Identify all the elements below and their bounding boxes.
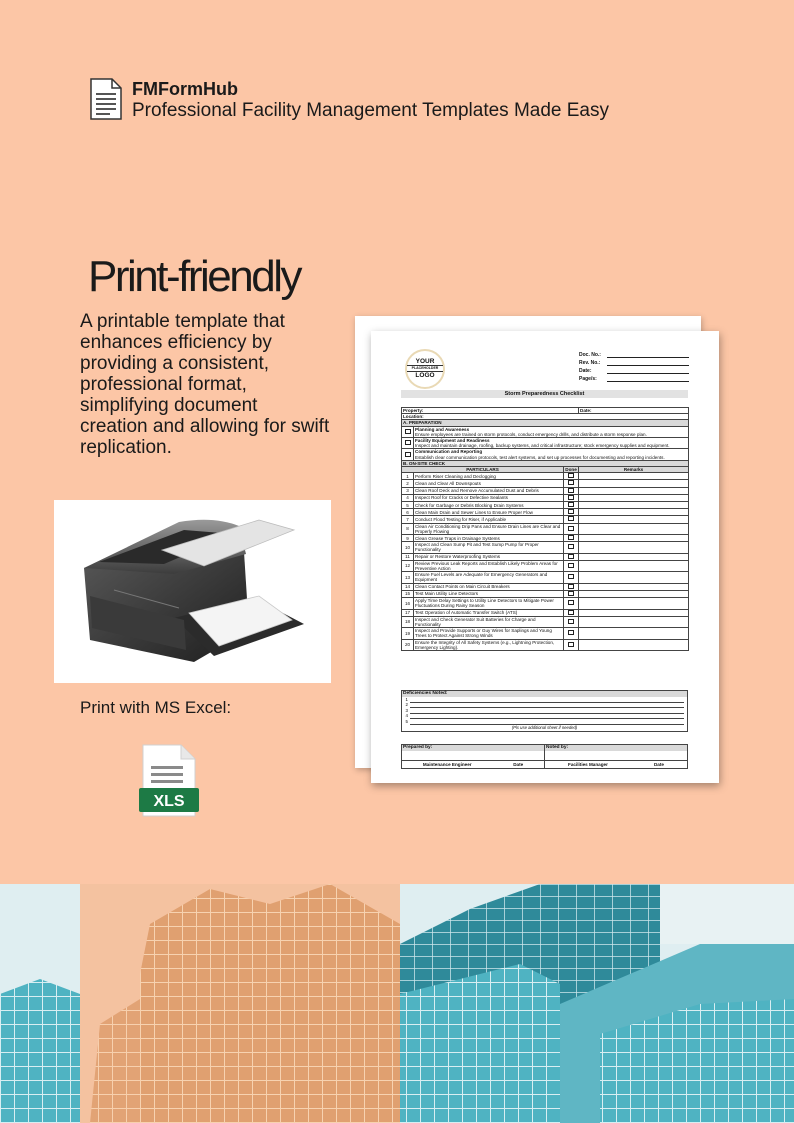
remarks-cell[interactable]: [579, 487, 689, 494]
check-row: [402, 572, 689, 583]
check-text: Clean Contact Points on Main Circuit Breakers: [414, 583, 564, 590]
check-text: Apply Time Delay Settings to Utility Line Detectors to Mitigate Power Fluctuations During Rainy Season: [414, 598, 564, 609]
check-row: [402, 535, 689, 542]
check-row: [402, 502, 689, 509]
logo-line2: PLACEHOLDER: [407, 365, 443, 372]
done-checkbox[interactable]: [568, 630, 574, 635]
deficiency-line[interactable]: [410, 702, 684, 703]
remarks-cell[interactable]: [579, 542, 689, 553]
check-text: Clean Grease Traps in Drainage Systems: [414, 535, 564, 542]
check-number: 7: [402, 516, 414, 523]
done-checkbox[interactable]: [568, 544, 574, 549]
done-checkbox[interactable]: [568, 600, 574, 605]
remarks-cell[interactable]: [579, 535, 689, 542]
done-checkbox[interactable]: [568, 480, 574, 485]
property-label: Property:: [402, 408, 579, 414]
remarks-cell[interactable]: [579, 628, 689, 639]
prep-checkbox[interactable]: [405, 440, 411, 445]
sig-right-date: Date: [653, 762, 664, 767]
remarks-cell[interactable]: [579, 609, 689, 616]
date-label: Date:: [579, 408, 689, 414]
document-meta: [579, 350, 689, 382]
prep-text: Establish clear communication protocols, test alert systems, and set up processes for documenting and reporting incidents.: [415, 454, 665, 460]
check-number: 6: [402, 509, 414, 516]
check-number: 14: [402, 583, 414, 590]
done-checkbox[interactable]: [568, 591, 574, 596]
check-text: Repair or Restore Waterproofing Systems: [414, 553, 564, 560]
done-checkbox[interactable]: [568, 619, 574, 624]
prep-row: [402, 426, 689, 437]
check-number: 12: [402, 560, 414, 571]
check-number: 8: [402, 523, 414, 534]
done-checkbox[interactable]: [568, 563, 574, 568]
remarks-cell[interactable]: [579, 473, 689, 480]
description: A printable template that enhances efficiency by providing a consistent, professional format, simplifying document creation and allowing for swift replication.: [80, 311, 330, 458]
prepared-by-label: Prepared by:: [402, 745, 544, 751]
deficiencies-box: [401, 690, 688, 732]
check-row: [402, 516, 689, 523]
done-checkbox[interactable]: [568, 502, 574, 507]
document-title: Storm Preparedness Checklist: [401, 390, 688, 398]
check-number: 19: [402, 628, 414, 639]
check-row: [402, 509, 689, 516]
check-row: [402, 639, 689, 650]
headline: Print-friendly: [88, 252, 300, 301]
deficiency-row: [402, 719, 687, 725]
section-b-header: B. ON-SITE CHECK: [402, 460, 689, 466]
done-checkbox[interactable]: [568, 554, 574, 559]
done-checkbox[interactable]: [568, 516, 574, 521]
meta-date: Date:: [579, 368, 592, 374]
check-text: Clean Air Conditioning Drip Pans and Ensure Drain Lines are Clear and Properly Flowing: [414, 523, 564, 534]
check-number: 5: [402, 502, 414, 509]
check-text: Inspect and Clean Sump Pit and Test Sump Pump for Proper Functionality: [414, 542, 564, 553]
check-row: [402, 523, 689, 534]
check-row: [402, 583, 689, 590]
meta-rev-no: Rev. No.:: [579, 360, 601, 366]
logo-line1: YOUR: [415, 358, 435, 365]
section-a-header: A. PREPARATION: [402, 420, 689, 426]
brand-header: [90, 78, 609, 122]
facilities-manager-label: Facilities Manager: [568, 762, 608, 767]
col-remarks: Remarks: [579, 467, 689, 473]
remarks-cell[interactable]: [579, 494, 689, 501]
check-text: Check for Garbage or Debris Blocking Drain Systems: [414, 502, 564, 509]
check-row: [402, 487, 689, 494]
deficiency-line[interactable]: [410, 718, 684, 719]
check-text: Test Operation of Automatic Transfer Switch (ATS): [414, 609, 564, 616]
deficiency-row: [402, 697, 687, 703]
deficiency-note: (Pls use additional sheet if needed): [511, 724, 578, 730]
check-number: 2: [402, 480, 414, 487]
signature-block: [401, 744, 688, 769]
col-done: Done: [565, 467, 577, 473]
deficiency-line[interactable]: [410, 707, 684, 708]
deficiency-number: 2: [405, 702, 408, 707]
remarks-cell[interactable]: [579, 553, 689, 560]
remarks-cell[interactable]: [579, 516, 689, 523]
prep-checkbox[interactable]: [405, 452, 411, 457]
check-text: Clean and Clear All Downspouts: [414, 480, 564, 487]
deficiencies-label: Deficiencies Noted:: [402, 691, 687, 697]
prep-row: [402, 449, 689, 460]
meta-pages: Page/s:: [579, 376, 597, 382]
check-text: Ensure Fuel Levels are Adequate for Emergency Generators and Equipment: [414, 572, 564, 583]
deficiency-row: [402, 714, 687, 720]
remarks-cell[interactable]: [579, 509, 689, 516]
deficiency-number: 5: [405, 718, 408, 724]
remarks-cell[interactable]: [579, 523, 689, 534]
check-row: [402, 480, 689, 487]
logo-line3: LOGO: [415, 372, 435, 379]
remarks-cell[interactable]: [579, 480, 689, 487]
check-number: 3: [402, 487, 414, 494]
remarks-cell[interactable]: [579, 598, 689, 609]
deficiency-number: 4: [405, 713, 408, 718]
logo-placeholder: [405, 349, 445, 389]
done-checkbox[interactable]: [568, 495, 574, 500]
done-checkbox[interactable]: [568, 488, 574, 493]
check-text: Ensure the Integrity of All Safety Systems (e.g., Lightning Protection, Emergency Lighting).: [414, 639, 564, 650]
check-row: [402, 628, 689, 639]
remarks-cell[interactable]: [579, 502, 689, 509]
remarks-cell[interactable]: [579, 560, 689, 571]
location-label: Location:: [402, 414, 689, 420]
prep-title: Facility Equipment and Readiness: [415, 438, 490, 444]
check-number: 1: [402, 473, 414, 480]
remarks-cell[interactable]: [579, 590, 689, 597]
maintenance-engineer-label: Maintenance Engineer: [422, 762, 472, 767]
brand-tagline: Professional Facility Management Templates Made Easy: [132, 100, 609, 121]
check-row: [402, 473, 689, 480]
check-number: 11: [402, 553, 414, 560]
check-number: 13: [402, 572, 414, 583]
prep-row: [402, 438, 689, 449]
done-checkbox[interactable]: [568, 509, 574, 514]
remarks-cell[interactable]: [579, 616, 689, 627]
prep-checkbox[interactable]: [405, 429, 411, 434]
brand-name: FMFormHub: [132, 79, 238, 99]
noted-by-label: Noted by:: [545, 745, 687, 751]
check-text: Conduct Flood Testing for Riser, if Applicable: [414, 516, 564, 523]
check-row: [402, 560, 689, 571]
check-number: 10: [402, 542, 414, 553]
remarks-cell[interactable]: [579, 639, 689, 650]
check-row: [402, 609, 689, 616]
print-label: Print with MS Excel:: [80, 698, 232, 717]
printer-image: [54, 500, 331, 683]
check-number: 9: [402, 535, 414, 542]
check-row: [402, 616, 689, 627]
check-row: [402, 598, 689, 609]
check-text: Perform Riser Cleaning and Declogging: [414, 473, 564, 480]
document-icon: [90, 78, 122, 120]
checklist-document: [371, 331, 719, 783]
check-text: Review Previous Leak Reports and Establish Likely Problem Areas for Preventive Action: [414, 560, 564, 571]
deficiency-number: 3: [405, 707, 408, 713]
done-checkbox[interactable]: [568, 642, 574, 647]
check-text: Inspect and Provide Supports or Guy Wires for Saplings and Young Trees to Protect Against Strong Winds: [414, 628, 564, 639]
remarks-cell[interactable]: [579, 572, 689, 583]
check-number: 4: [402, 494, 414, 501]
done-checkbox[interactable]: [568, 526, 574, 531]
check-number: 16: [402, 598, 414, 609]
check-text: Inspect Roof for Cracks or Defective Sealants: [414, 494, 564, 501]
xls-label: XLS: [153, 793, 185, 810]
check-row: [402, 494, 689, 501]
deficiency-row: [402, 708, 687, 714]
prep-text: Inspect and maintain drainage, roofing, backup systems, and critical infrastructure; stock emergency supplies and equipment.: [415, 443, 670, 449]
done-checkbox[interactable]: [568, 535, 574, 540]
sig-left-date: Date: [513, 762, 524, 767]
buildings-photo: [0, 884, 794, 1123]
deficiency-row: [402, 703, 687, 709]
done-checkbox[interactable]: [568, 473, 574, 478]
prep-title: Communication and Reporting: [415, 449, 483, 455]
done-checkbox[interactable]: [568, 610, 574, 615]
col-particulars: PARTICULARS: [402, 467, 564, 473]
check-number: 15: [402, 590, 414, 597]
check-row: [402, 542, 689, 553]
remarks-cell[interactable]: [579, 583, 689, 590]
check-text: Test Main Utility Line Detectors: [414, 590, 564, 597]
check-text: Clean Roof Deck and Remove Accumulated Dust and Debris: [414, 487, 564, 494]
check-number: 17: [402, 609, 414, 616]
check-number: 18: [402, 616, 414, 627]
excel-file-icon: [139, 744, 199, 817]
prep-text: Ensure employees are trained on storm protocols, conduct emergency drills, and distribute a storm response plan.: [415, 431, 647, 437]
checklist-table: [401, 407, 689, 651]
check-row: [402, 590, 689, 597]
check-text: Clean Main Drain and Sewer Lines to Ensure Proper Flow: [414, 509, 564, 516]
check-number: 20: [402, 639, 414, 650]
check-text: Inspect and Check Generator Suit Batteries for Charge and Functionality: [414, 616, 564, 627]
check-row: [402, 553, 689, 560]
prep-title: Planning and Awareness: [415, 426, 470, 432]
done-checkbox[interactable]: [568, 574, 574, 579]
meta-doc-no: Doc. No.:: [579, 352, 601, 358]
done-checkbox[interactable]: [568, 584, 574, 589]
printer-icon: [54, 500, 331, 683]
deficiency-number: 1: [405, 696, 408, 702]
deficiency-line[interactable]: [410, 713, 684, 714]
